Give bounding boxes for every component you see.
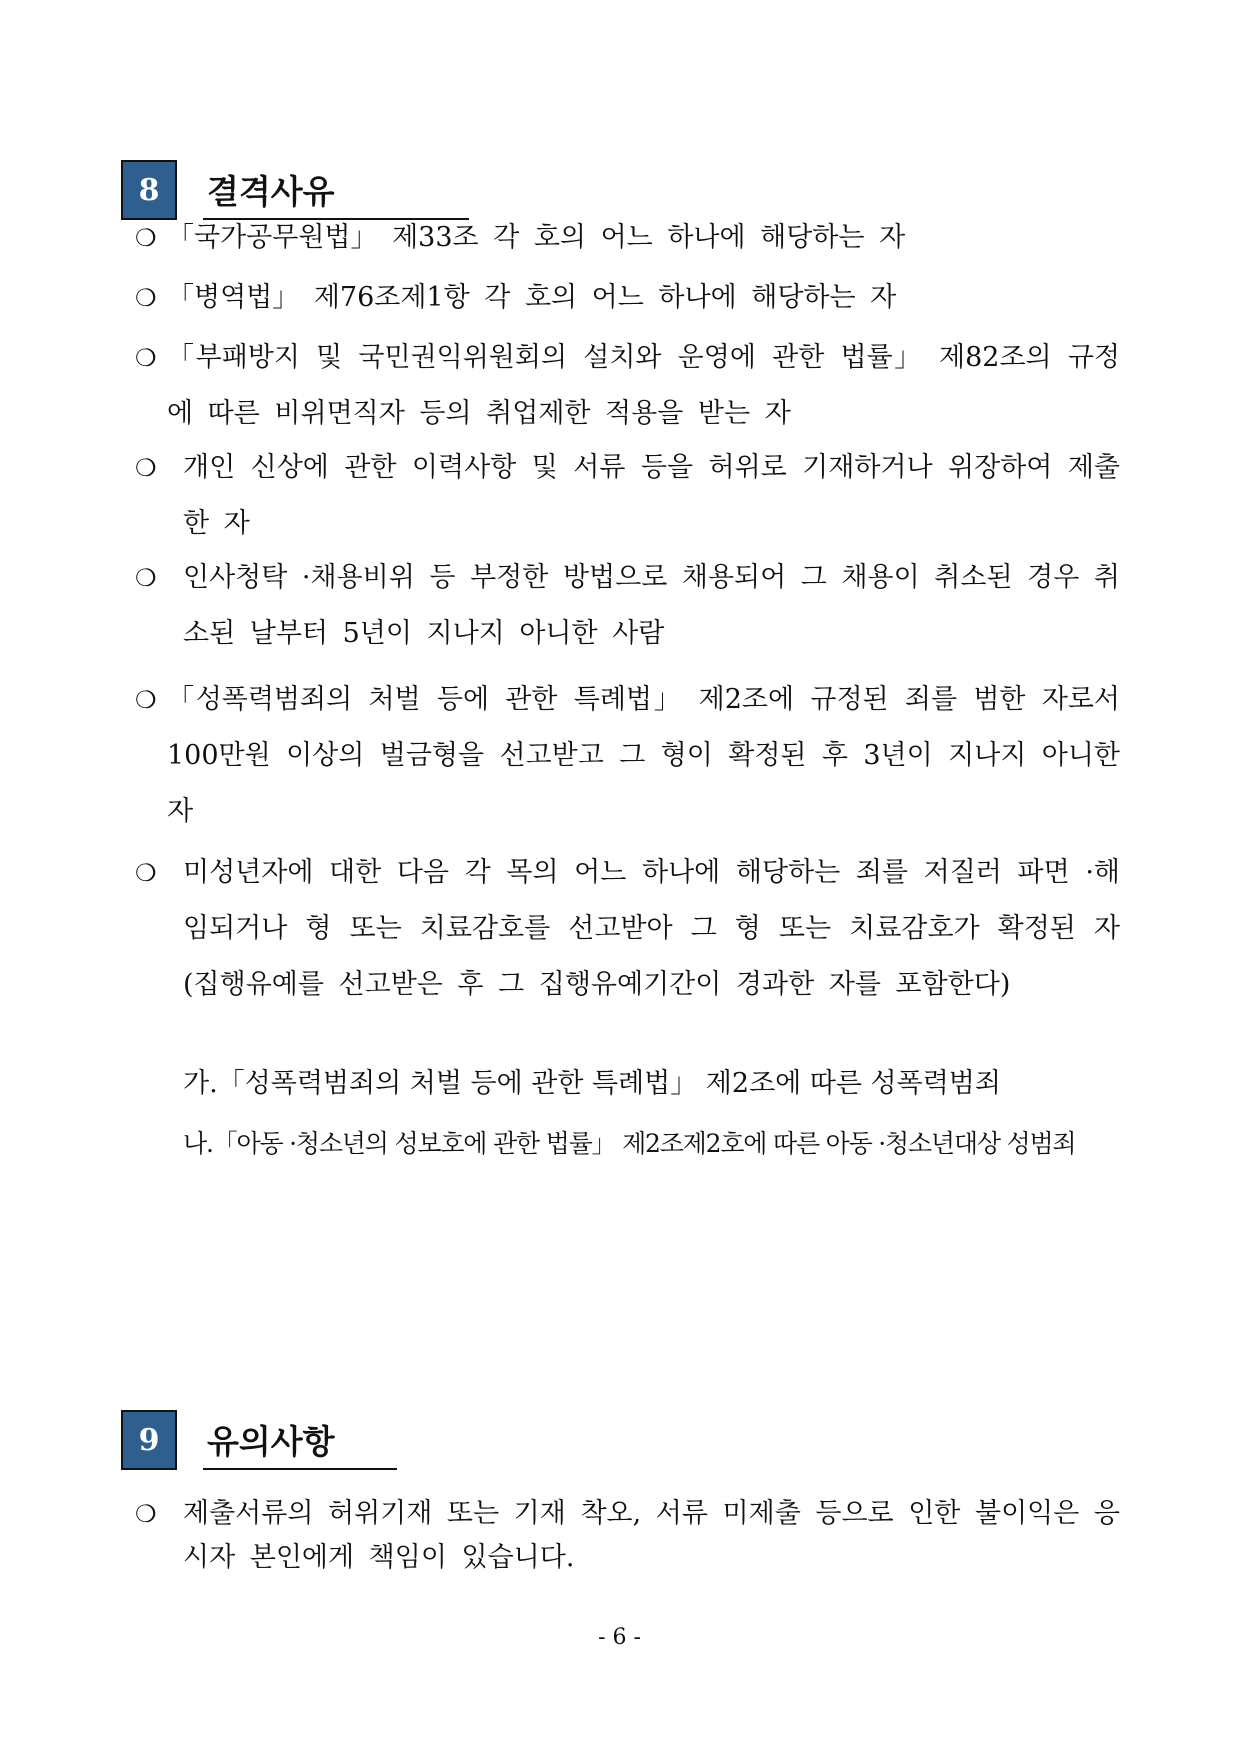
list-item-text: 「부패방지 및 국민권익위원회의 설치와 운영에 관한 법률」 제82조의 규정에 따른 비위면직자 등의 취업제한 적용을 받는 자 bbox=[167, 342, 1120, 429]
section-heading-9 bbox=[121, 1410, 397, 1470]
list-item-text: 인사청탁 ·채용비위 등 부정한 방법으로 채용되어 그 채용이 취소된 경우 취소된 날부터 5년이 지나지 아니한 사람 bbox=[183, 562, 1120, 649]
list-item-text: 「병역법」 제76조제1항 각 호의 어느 하나에 해당하는 자 bbox=[167, 282, 897, 313]
circle-bullet-icon: ❍ bbox=[135, 859, 157, 887]
list-item bbox=[135, 550, 1120, 662]
section-number-badge: 8 bbox=[121, 160, 177, 220]
circle-bullet-icon: ❍ bbox=[135, 344, 157, 372]
list-item-text: 제출서류의 허위기재 또는 기재 착오, 서류 미제출 등으로 인한 불이익은 응시자 본인에게 책임이 있습니다. bbox=[183, 1498, 1120, 1573]
circle-bullet-icon: ❍ bbox=[135, 454, 157, 482]
list-item-text: 미성년자에 대한 다음 각 목의 어느 하나에 해당하는 죄를 저질러 파면 ·해임되거나 형 또는 치료감호를 선고받아 그 형 또는 치료감호가 확정된 자(집행유예를 선고받은 후 그 집행유예기간이 경과한 자를 포함한다) bbox=[183, 857, 1120, 1000]
sub-item-na: 나.「아동 ·청소년의 성보호에 관한 법률」 제2조제2호에 따른 아동 ·청소년대상 성범죄 bbox=[183, 1129, 1076, 1158]
circle-bullet-icon: ❍ bbox=[135, 1500, 157, 1528]
list-item-text: 「성폭력범죄의 처벌 등에 관한 특례법」 제2조에 규정된 죄를 범한 자로서 100만원 이상의 벌금형을 선고받고 그 형이 확정된 후 3년이 지나지 아니한 자 bbox=[167, 684, 1120, 827]
section-title: 유의사항 bbox=[203, 1422, 397, 1470]
list-item-text: 「국가공무원법」 제33조 각 호의 어느 하나에 해당하는 자 bbox=[167, 222, 906, 253]
section-title: 결격사유 bbox=[203, 172, 469, 220]
list-item-text: 개인 신상에 관한 이력사항 및 서류 등을 허위로 기재하거나 위장하여 제출한 자 bbox=[183, 452, 1120, 539]
sub-item-ga: 가.「성폭력범죄의 처벌 등에 관한 특례법」 제2조에 따른 성폭력범죄 bbox=[183, 1068, 1001, 1099]
list-item bbox=[135, 270, 1120, 326]
circle-bullet-icon: ❍ bbox=[135, 284, 157, 312]
section-number-badge: 9 bbox=[121, 1410, 177, 1470]
circle-bullet-icon: ❍ bbox=[135, 224, 157, 252]
list-item bbox=[135, 210, 1120, 266]
list-item bbox=[135, 330, 1120, 442]
list-item bbox=[135, 440, 1120, 552]
page-number: - 6 - bbox=[598, 1625, 641, 1650]
list-item bbox=[135, 845, 1120, 1013]
circle-bullet-icon: ❍ bbox=[135, 686, 157, 714]
list-item bbox=[135, 672, 1120, 840]
circle-bullet-icon: ❍ bbox=[135, 564, 157, 592]
list-item bbox=[135, 1492, 1120, 1580]
